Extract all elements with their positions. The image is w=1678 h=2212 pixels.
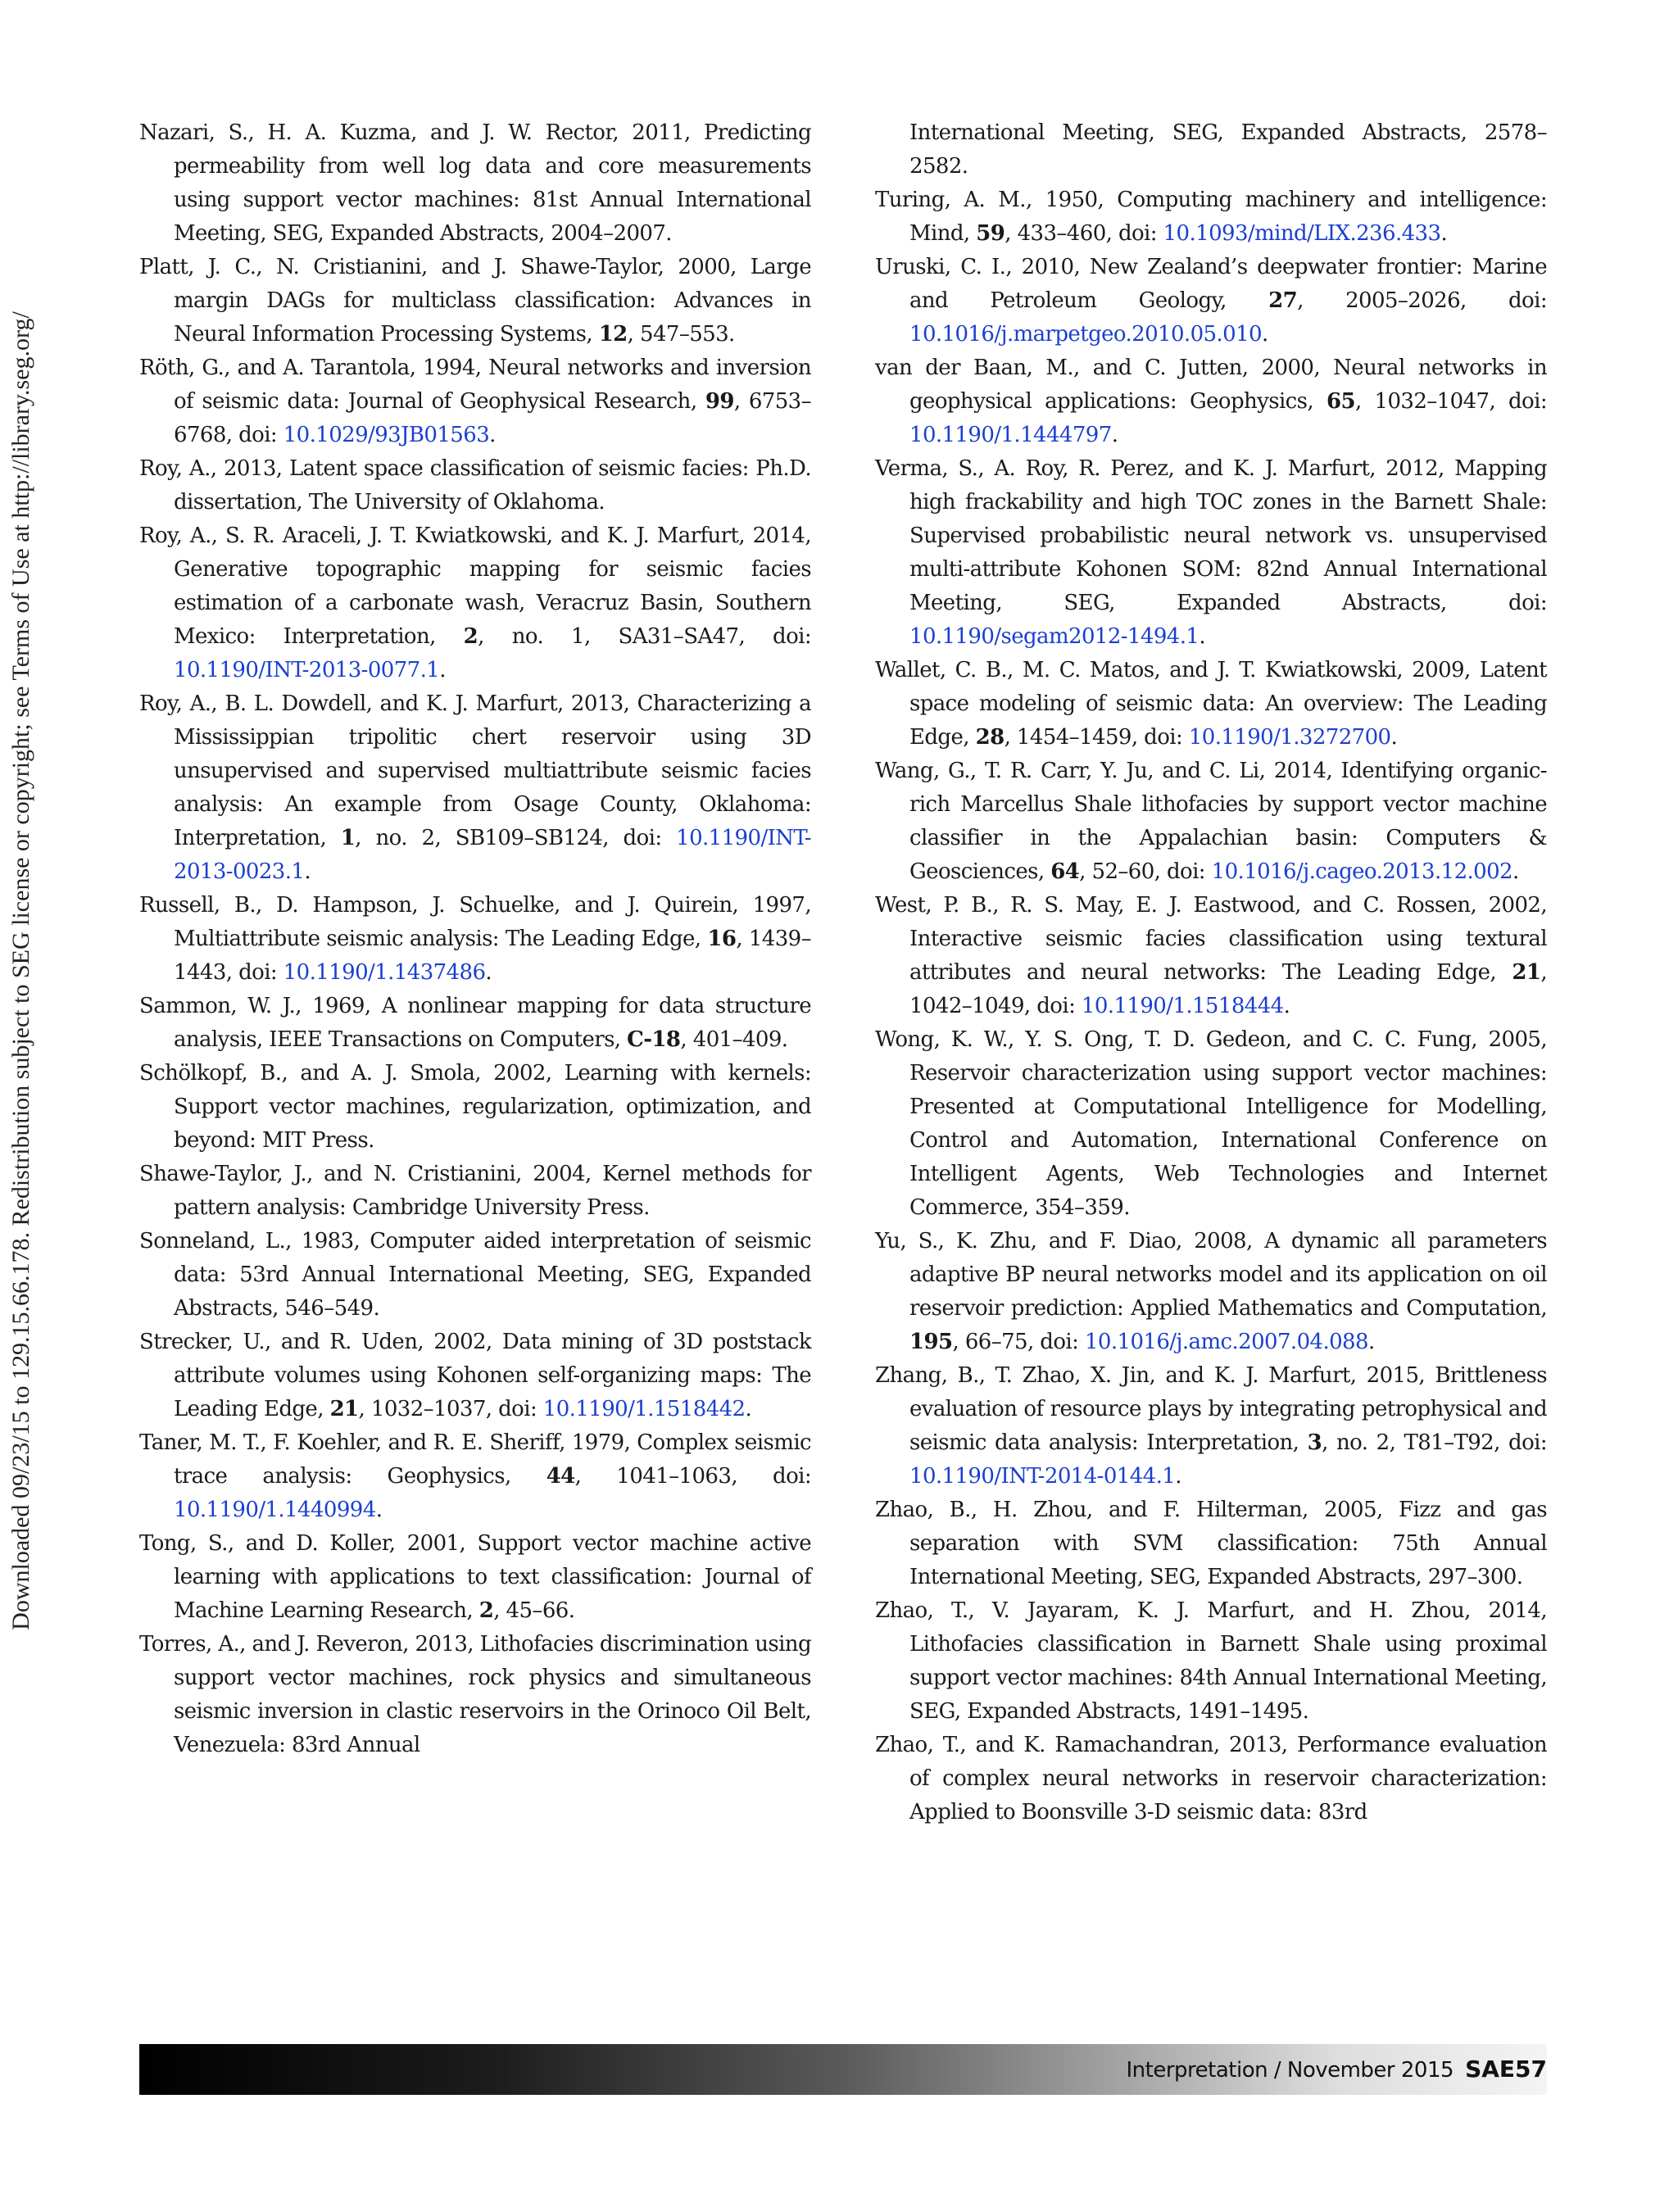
reference-text: Platt, J. C., N. Cristianini, and J. Shawe-Taylor, 2000, Large margin DAGs for multiclass classification: Advances in Neural Information Processing Systems, — [139, 255, 811, 347]
reference-volume: 3 — [1307, 1430, 1322, 1455]
reference-text: Turing, A. M., 1950, Computing machinery and intelligence: Mind, — [875, 188, 1547, 246]
reference-entry — [139, 116, 811, 251]
reference-entry — [139, 889, 811, 990]
reference-text: van der Baan, M., and C. Jutten, 2000, Neural networks in geophysical applications: Geophysics, — [875, 356, 1547, 414]
page-footer — [1127, 2044, 1548, 2095]
reference-volume: 99 — [705, 389, 734, 414]
reference-volume: 2 — [463, 624, 478, 649]
reference-text: Zhang, B., T. Zhao, X. Jin, and K. J. Marfurt, 2015, Brittleness evaluation of resource plays by integrating petrophysical and seismic data analysis: Interpretation, — [875, 1363, 1547, 1455]
reference-doi-link[interactable]: 10.1016/j.amc.2007.04.088 — [1084, 1330, 1368, 1354]
reference-volume: C-18 — [627, 1027, 681, 1052]
reference-text: , no. 1, SA31–SA47, doi: — [478, 624, 811, 649]
reference-text: . — [1283, 994, 1290, 1018]
reference-text: Wang, G., T. R. Carr, Y. Ju, and C. Li, 2014, Identifying organic-rich Marcellus Shale lithofacies by support vector machine classifier in the Appalachian basin: Computers & Geosciences, — [875, 759, 1547, 884]
reference-text: , 401–409. — [680, 1027, 788, 1052]
reference-entry — [875, 1729, 1547, 1829]
reference-text: Uruski, C. I., 2010, New Zealand’s deepwater frontier: Marine and Petroleum Geology, — [875, 255, 1547, 313]
reference-entry — [139, 687, 811, 889]
reference-text: , 433–460, doi: — [1005, 221, 1163, 246]
reference-text: . — [1367, 1330, 1375, 1354]
reference-entry — [139, 1158, 811, 1225]
reference-text: Tong, S., and D. Koller, 2001, Support vector machine active learning with applications to text classification: Journal of Machine Learning Research, — [139, 1531, 811, 1623]
reference-text: , 6753–6768, doi: — [174, 389, 812, 447]
reference-doi-link[interactable]: 10.1190/segam2012-1494.1 — [909, 624, 1200, 649]
reference-text: . — [1512, 859, 1519, 884]
reference-text: . — [1261, 322, 1268, 347]
reference-text: . — [1175, 1464, 1181, 1489]
reference-text: Wallet, C. B., M. C. Matos, and J. T. Kwiatkowski, 2009, Latent space modeling of seismic data: An overview: The Leading Edge, — [875, 658, 1547, 750]
reference-text: Wong, K. W., Y. S. Ong, T. D. Gedeon, and C. C. Fung, 2005, Reservoir characterization using support vector machines: Presented at Computational Intelligence for Modelling, Control and Automation, International Conference on Intelligent Agents, Web Technologies and Internet Commerce, 354–359. — [875, 1027, 1547, 1220]
reference-doi-link[interactable]: 10.1190/1.1518442 — [542, 1397, 746, 1421]
reference-text: , 2005–2026, doi: — [1297, 288, 1547, 313]
reference-entry — [875, 1225, 1547, 1359]
reference-doi-link[interactable]: 10.1190/1.1437486 — [283, 960, 486, 985]
reference-entry — [139, 1225, 811, 1326]
reference-text: Sonneland, L., 1983, Computer aided interpretation of seismic data: 53rd Annual International Meeting, SEG, Expanded Abstracts, 546–549. — [139, 1229, 811, 1321]
reference-text: , 52–60, doi: — [1079, 859, 1212, 884]
reference-text: Schölkopf, B., and A. J. Smola, 2002, Learning with kernels: Support vector machines, regularization, optimization, and beyond: MIT Press. — [139, 1061, 811, 1153]
reference-text: Zhao, B., H. Zhou, and F. Hilterman, 2005, Fizz and gas separation with SVM classification: 75th Annual International Meeting, SEG, Expanded Abstracts, 297–300. — [875, 1498, 1547, 1589]
reference-text: , 1454–1459, doi: — [1004, 725, 1189, 750]
reference-text: . — [485, 960, 492, 985]
reference-text: Strecker, U., and R. Uden, 2002, Data mining of 3D poststack attribute volumes using Kohonen self-organizing maps: The Leading Edge, — [139, 1330, 811, 1421]
reference-text: , no. 2, T81–T92, doi: — [1322, 1430, 1547, 1455]
reference-volume: 12 — [598, 322, 628, 347]
reference-volume: 16 — [707, 927, 737, 951]
reference-doi-link[interactable]: 10.1190/INT-2014-0144.1 — [909, 1464, 1176, 1489]
reference-entry — [139, 1426, 811, 1527]
reference-entry — [139, 1628, 811, 1762]
reference-entry — [139, 990, 811, 1057]
reference-entry — [875, 755, 1547, 889]
reference-text: , 45–66. — [493, 1598, 575, 1623]
reference-text: , 547–553. — [627, 322, 735, 347]
reference-text: West, P. B., R. S. May, E. J. Eastwood, and C. Rossen, 2002, Interactive seismic facies classification using textural attributes and neural networks: The Leading Edge, — [875, 893, 1547, 985]
reference-volume: 2 — [478, 1598, 494, 1623]
reference-entry — [875, 654, 1547, 755]
reference-text: , 66–75, doi: — [952, 1330, 1085, 1354]
reference-text: . — [304, 859, 311, 884]
reference-text: . — [1111, 423, 1118, 447]
reference-entry — [139, 1326, 811, 1426]
reference-text: , 1041–1063, doi: — [574, 1464, 811, 1489]
reference-doi-link[interactable]: 10.1029/93JB01563 — [283, 423, 490, 447]
reference-volume: 44 — [546, 1464, 575, 1489]
download-notice-text: Downloaded 09/23/15 to 129.15.66.178. Redistribution subject to SEG license or copyright; see Terms of Use at http://library.seg.org/ — [7, 311, 34, 1630]
references-column-right — [875, 116, 1547, 1829]
reference-entry — [875, 1359, 1547, 1494]
reference-entry — [875, 116, 1547, 184]
reference-entry — [139, 1057, 811, 1158]
reference-entry — [875, 1494, 1547, 1594]
reference-doi-link[interactable]: 10.1093/mind/LIX.236.433 — [1163, 221, 1441, 246]
reference-volume: 27 — [1268, 288, 1298, 313]
reference-entry — [875, 452, 1547, 654]
journal-issue: Interpretation / November 2015 — [1126, 2058, 1454, 2083]
page-footer-bar — [139, 2044, 1547, 2095]
reference-entry — [875, 889, 1547, 1023]
reference-entry — [875, 1594, 1547, 1729]
reference-text: , no. 2, SB109–SB124, doi: — [355, 826, 677, 850]
reference-doi-link[interactable]: 10.1190/INT-2013-0023.1 — [174, 826, 811, 884]
reference-text: Shawe-Taylor, J., and N. Cristianini, 2004, Kernel methods for pattern analysis: Cambridge University Press. — [139, 1162, 811, 1220]
reference-doi-link[interactable]: 10.1016/j.marpetgeo.2010.05.010 — [909, 322, 1262, 347]
page-number: SAE57 — [1465, 2056, 1547, 2083]
reference-volume: 65 — [1326, 389, 1355, 414]
reference-text: Roy, A., B. L. Dowdell, and K. J. Marfurt, 2013, Characterizing a Mississippian tripolitic chert reservoir using 3D unsupervised and supervised multiattribute seismic facies analysis: An example from Osage County, Oklahoma: Interpretation, — [139, 691, 811, 850]
reference-volume: 21 — [1512, 960, 1541, 985]
reference-text: Torres, A., and J. Reveron, 2013, Lithofacies discrimination using support vector machines, rock physics and simultaneous seismic inversion in clastic reservoirs in the Orinoco Oil Belt, Venezuela: 83rd Annual — [139, 1632, 811, 1757]
reference-volume: 28 — [975, 725, 1005, 750]
reference-doi-link[interactable]: 10.1190/1.1518444 — [1081, 994, 1284, 1018]
reference-text: Röth, G., and A. Tarantola, 1994, Neural networks and inversion of seismic data: Journal of Geophysical Research, — [139, 356, 811, 414]
reference-text: Nazari, S., H. A. Kuzma, and J. W. Rector, 2011, Predicting permeability from well log data and core measurements using support vector machines: 81st Annual International Meeting, SEG, Expanded Abstracts, 2004–2007. — [139, 120, 811, 246]
reference-text: . — [375, 1498, 383, 1522]
reference-text: Roy, A., S. R. Araceli, J. T. Kwiatkowski, and K. J. Marfurt, 2014, Generative topographic mapping for seismic facies estimation of a carbonate wash, Veracruz Basin, Southern Mexico: Interpretation, — [139, 524, 811, 649]
reference-volume: 21 — [329, 1397, 359, 1421]
reference-text: Sammon, W. J., 1969, A nonlinear mapping for data structure analysis, IEEE Transactions on Computers, — [139, 994, 811, 1052]
reference-doi-link[interactable]: 10.1190/1.3272700 — [1188, 725, 1391, 750]
references-column-left — [139, 116, 811, 1762]
reference-text: , 1032–1037, doi: — [358, 1397, 543, 1421]
reference-text: . — [1440, 221, 1448, 246]
reference-text: . — [1390, 725, 1398, 750]
reference-entry — [139, 452, 811, 519]
reference-text: . — [745, 1397, 752, 1421]
download-notice-sidebar — [3, 41, 39, 1901]
reference-doi-link[interactable]: 10.1190/1.1444797 — [909, 423, 1112, 447]
reference-volume: 195 — [909, 1330, 953, 1354]
reference-text: , 1032–1047, doi: — [1354, 389, 1547, 414]
reference-text: Yu, S., K. Zhu, and F. Diao, 2008, A dynamic all parameters adaptive BP neural networks model and its application on oil reservoir prediction: Applied Mathematics and Computation, — [875, 1229, 1547, 1321]
reference-entry — [875, 351, 1547, 452]
reference-volume: 64 — [1050, 859, 1080, 884]
reference-text: Zhao, T., V. Jayaram, K. J. Marfurt, and H. Zhou, 2014, Lithofacies classification in Barnett Shale using proximal support vector machines: 84th Annual International Meeting, SEG, Expanded Abstracts, 1491–1495. — [875, 1598, 1547, 1724]
reference-entry — [139, 519, 811, 687]
reference-volume: 59 — [976, 221, 1005, 246]
reference-doi-link[interactable]: 10.1190/INT-2013-0077.1 — [174, 658, 440, 682]
reference-text: . — [489, 423, 496, 447]
reference-text: , 1042–1049, doi: — [909, 960, 1547, 1018]
reference-entry — [139, 1527, 811, 1628]
reference-text: Zhao, T., and K. Ramachandran, 2013, Performance evaluation of complex neural networks in reservoir characterization: Applied to Boonsville 3-D seismic data: 83rd — [875, 1733, 1547, 1824]
reference-entry — [139, 351, 811, 452]
reference-entry — [875, 1023, 1547, 1225]
reference-text: Russell, B., D. Hampson, J. Schuelke, and J. Quirein, 1997, Multiattribute seismic analysis: The Leading Edge, — [139, 893, 811, 951]
reference-text: Roy, A., 2013, Latent space classification of seismic facies: Ph.D. dissertation, The University of Oklahoma. — [139, 456, 811, 514]
reference-text: , 1439–1443, doi: — [174, 927, 812, 985]
reference-text: Verma, S., A. Roy, R. Perez, and K. J. Marfurt, 2012, Mapping high frackability and high TOC zones in the Barnett Shale: Supervised probabilistic neural network vs. unsupervised multi-attribute Kohonen SOM: 82nd Annual International Meeting, SEG, Expanded Abstracts, doi: — [875, 456, 1547, 615]
reference-doi-link[interactable]: 10.1190/1.1440994 — [174, 1498, 376, 1522]
reference-text: Taner, M. T., F. Koehler, and R. E. Sheriff, 1979, Complex seismic trace analysis: Geophysics, — [139, 1430, 811, 1489]
reference-entry — [875, 184, 1547, 251]
reference-text: International Meeting, SEG, Expanded Abstracts, 2578–2582. — [909, 120, 1547, 179]
reference-volume: 1 — [340, 826, 356, 850]
reference-entry — [875, 251, 1547, 351]
reference-doi-link[interactable]: 10.1016/j.cageo.2013.12.002 — [1211, 859, 1513, 884]
reference-entry — [139, 251, 811, 351]
reference-text: . — [439, 658, 446, 682]
reference-text: . — [1199, 624, 1206, 649]
